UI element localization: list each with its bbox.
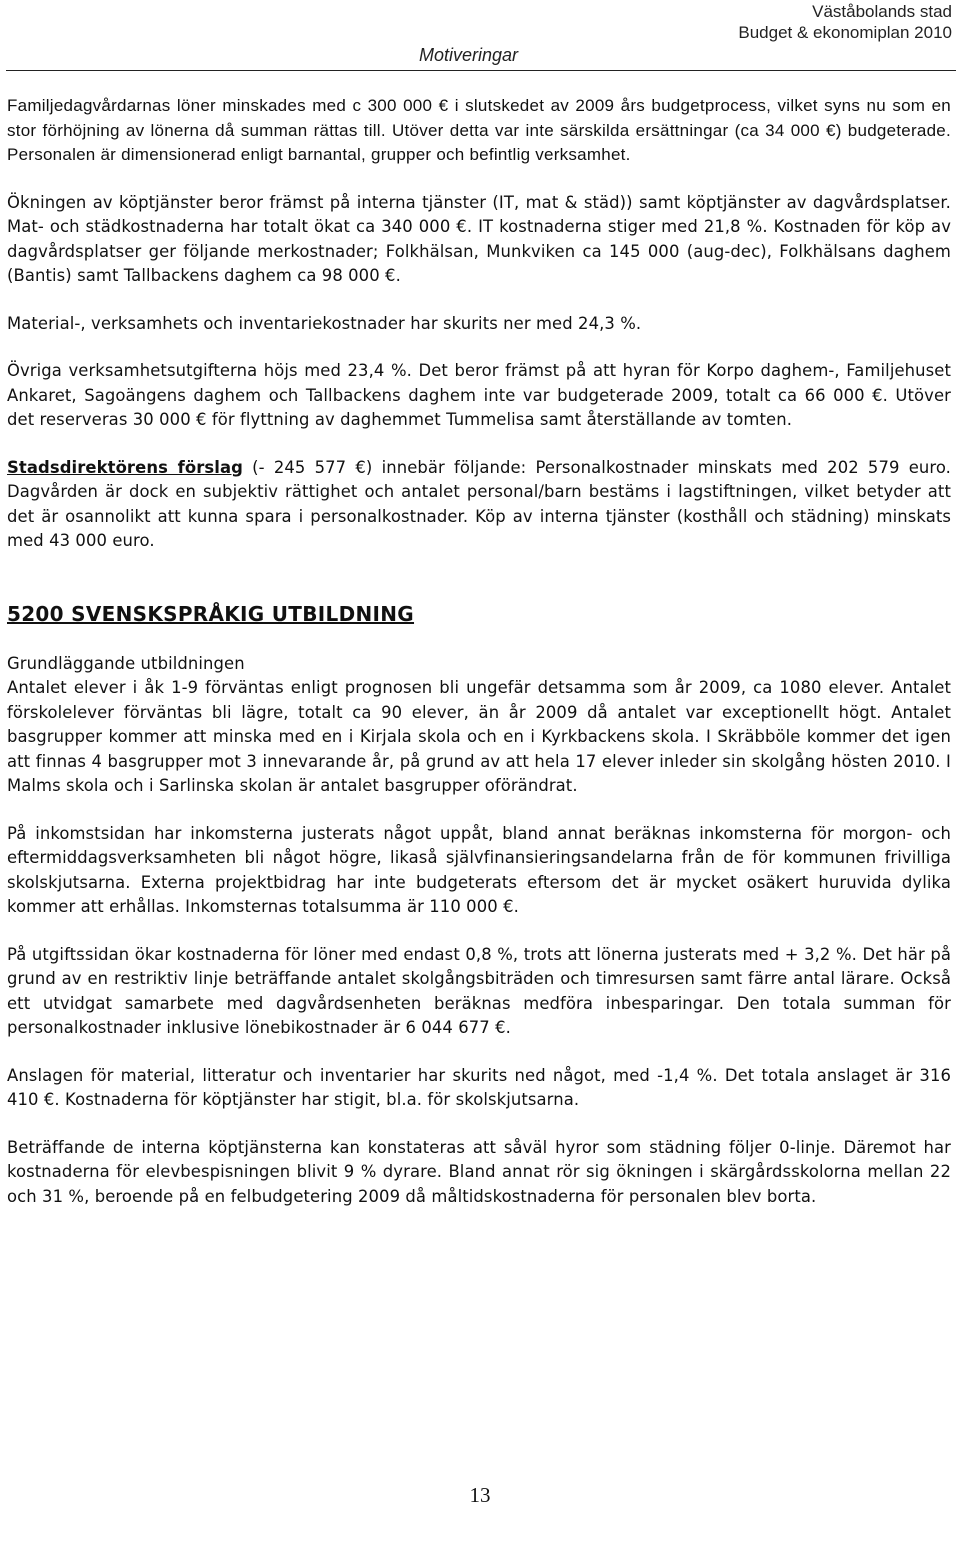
paragraph-other-expenses: Övriga verksamhetsutgifterna höjs med 23,4 %. Det beror främst på att hyran för Korpo daghem-, Familjehuset Ankaret, Sagoängens daghem och Tallbackens daghem inte var budgeterade 2009, totalt ca 66 000 €. Utöver det reserveras 30 000 € för flyttning av daghemmet Tummelisa samt återställande av tomten. bbox=[7, 361, 951, 429]
proposal-lead-text: Stadsdirektörens förslag bbox=[7, 457, 243, 477]
paragraph-city-manager-proposal bbox=[7, 456, 951, 554]
paragraph-materials-appropriation: Anslagen för material, litteratur och inventarier har skurits ned något, med -1,4 %. Det totala anslaget är 316 410 €. Kostnaderna för köptjänster har stigit, bl.a. för skolskjutsarna. bbox=[7, 1065, 951, 1109]
header-section-title: Motiveringar bbox=[419, 45, 519, 65]
section-heading: 5200 SVENSKSPRÅKIG UTBILDNING bbox=[7, 601, 415, 626]
header-divider bbox=[6, 70, 956, 71]
paragraph-internal-services: Beträffande de interna köptjänsterna kan konstateras att såväl hyror som städning följer 0-linje. Däremot har kostnaderna för elevbespisningen blivit 9 % dyrare. Bland annat rör sig ökningen i skärgårdsskolorna mellan 22 och 31 %, beroende på en felbudgetering 2009 då måltidskostnaderna för personalen blev borta. bbox=[7, 1137, 951, 1206]
page-number: 13 bbox=[469, 1483, 491, 1507]
page-header bbox=[0, 0, 960, 76]
paragraph-pupil-numbers bbox=[7, 652, 951, 799]
document-body bbox=[7, 94, 951, 1232]
paragraph-income-side: På inkomstsidan har inkomsterna justerats något uppåt, bland annat beräknas inkomsterna för morgon- och eftermiddagsverksamheten bli något högre, likaså självfinansieringsandelarna från de för kommunen frivilliga skolskjutsarna. Externa projektbidrag har inte budgeterats eftersom det är mycket osäkert huruvida dylika kommer att erhållas. Inkomsternas totalsumma är 110 000 €. bbox=[7, 823, 951, 916]
paragraph-expense-side: På utgiftssidan ökar kostnaderna för löner med endast 0,8 %, trots att lönerna justerats med + 3,2 %. Det här på grund av en restriktiv linje beträffande antalet skolgångsbiträden och timresursen samt färre antal lärare. Också ett utvidgat samarbete med dagvårdsenheten beräknas medföra inbesparingar. Den totala summan för personalkostnader inklusive lönebikostnader är 6 044 677 €. bbox=[7, 944, 951, 1037]
proposal-body-text: (- 245 577 €) innebär följande: Personalkostnader minskats med 202 579 euro. Dagvården är dock en subjektiv rättighet och antalet personal/barn bestäms i lagstiftningen, vilket betyder att det är osannolikt att kunna spara i personalkostnader. Köp av interna tjänster (kosthåll och städning) minskats med 43 000 euro. bbox=[7, 457, 951, 550]
subheading-basic-education: Grundläggande utbildningen bbox=[7, 653, 245, 673]
header-plan-title: Budget & ekonomiplan 2010 bbox=[738, 23, 952, 42]
pupil-numbers-text: Antalet elever i åk 1-9 förväntas enligt prognosen bli ungefär detsamma som år 2009, ca 1080 elever. Antalet förskolelever förväntas bli lägre, totalt ca 90 elever, än år 2009 då antalet var exceptionellt högt. Antalet basgrupper kommer att minska med en i Kirjala skola och en i Kyrkbackens skola. I Skräbböle kommer det igen att finnas 4 basgrupper mot 3 innevarande år, på grund av att hela 17 elever inleder sin skolgång hösten 2010. I Malms skola och i Sarlinska skolan är antalet basgrupper oförändrat. bbox=[7, 678, 951, 795]
header-organization: Väståbolands stad bbox=[812, 2, 952, 21]
paragraph-family-daycare-wages: Familjedagvårdarnas löner minskades med c 300 000 € i slutskedet av 2009 års budgetprocess, vilket syns nu som en stor förhöjning av lönerna då summan rättas till. Utöver detta var inte särskilda ersättningar (ca 34 000 €) budgeterade. Personalen är dimensionerad enligt barnantal, grupper och befintlig verksamhet. bbox=[7, 96, 951, 164]
paragraph-material-costs: Material-, verksamhets och inventariekostnader har skurits ner med 24,3 %. bbox=[7, 313, 642, 333]
paragraph-purchased-services: Ökningen av köptjänster beror främst på interna tjänster (IT, mat & städ)) samt köptjänster av dagvårdsplatser. Mat- och städkostnaderna har totalt ökat ca 340 000 €. IT kostnaderna stiger med 21,8 %. Kostnaden för köp av dagvårdsplatser ger följande merkostnader; Folkhälsan, Munkviken ca 145 000 (aug-dec), Folkhälsans daghem (Bantis) samt Tallbackens daghem ca 98 000 €. bbox=[7, 192, 951, 285]
